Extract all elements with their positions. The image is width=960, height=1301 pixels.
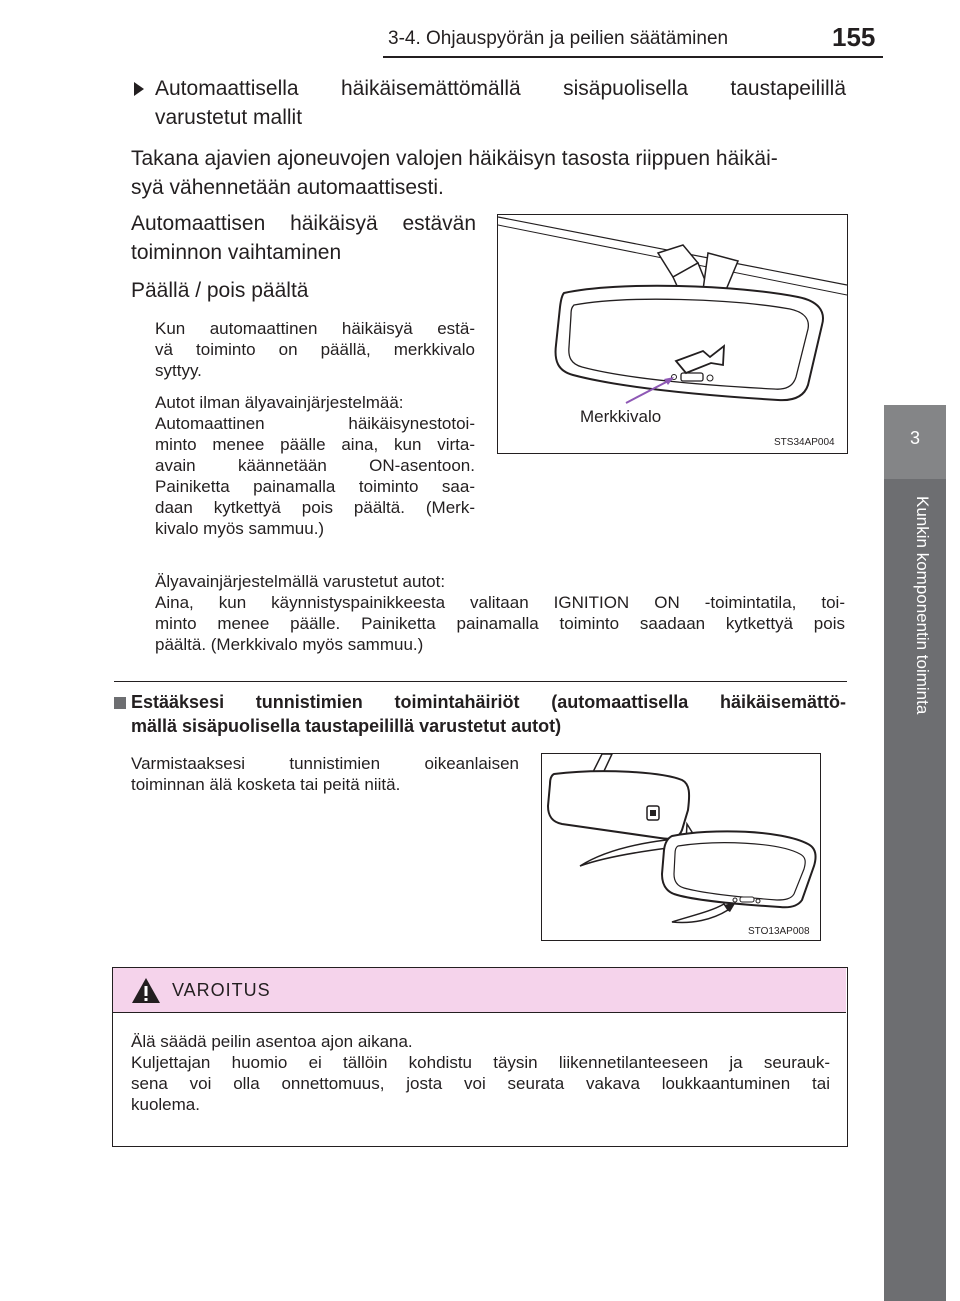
page-number: 155 (832, 22, 876, 52)
warning-title: VAROITUS (172, 980, 271, 1000)
note-line: Kun automaattinen häikäisyä estä- (155, 319, 475, 338)
chapter-title: Kunkin komponentin toiminta (913, 496, 932, 715)
sensor-illustration (542, 754, 820, 940)
warning-line: sena voi olla onnettomuus, josta voi seurata vakava loukkaantuminen tai (131, 1074, 830, 1093)
sensor-figure (541, 753, 821, 941)
on-off-label: Päällä / pois päältä (131, 279, 309, 302)
bullet-triangle-icon (134, 82, 144, 96)
note-line: Automaattinen häikäisynestotoi- (155, 414, 475, 433)
note-line: syttyy. (155, 361, 202, 380)
subheading-line2: toiminnon vaihtaminen (131, 241, 342, 264)
note-no-smart-key (155, 392, 475, 539)
warning-line: Älä säädä peilin asentoa ajon aikana. (131, 1032, 413, 1051)
indicator-callout-label: Merkkivalo (580, 407, 662, 426)
note-line: avain käännetään ON-asentoon. (155, 456, 475, 475)
note-line: kivalo myös sammuu.) (155, 519, 325, 538)
mirror-indicator-figure (497, 214, 848, 454)
section1-heading-line2: varustetut mallit (155, 106, 303, 129)
section-divider (114, 681, 847, 682)
note-line: minto menee päälle. Painiketta painamalla toiminto saadaan kytkettyä pois (155, 614, 845, 633)
chapter-number: 3 (909, 428, 920, 448)
section2-heading-line1: Estääksesi tunnistimien toimintahäiriöt (automaattisella häikäisemättö- (131, 692, 846, 712)
note-line: päältä. (Merkkivalo myös sammuu.) (155, 635, 424, 654)
note-line: Autot ilman älyavainjärjestelmää: (155, 393, 404, 412)
note-line: Painiketta painamalla toiminto saa- (155, 477, 475, 496)
warning-header (113, 968, 846, 1013)
section1-heading-line1: Automaattisella häikäisemättömällä sisäpuolisella taustapeilillä (155, 77, 846, 100)
mirror-illustration (498, 215, 847, 453)
note-line: minto menee päälle aina, kun virta- (155, 435, 475, 454)
note-line: Aina, kun käynnistyspainikkeesta valitaan IGNITION ON -toimintatila, toi- (155, 593, 845, 612)
figure-code: STS34AP004 (774, 437, 835, 448)
warning-line: kuolema. (131, 1095, 200, 1114)
section1-intro-line2: syä vähennetään automaattisesti. (131, 176, 444, 199)
header-rule (383, 56, 883, 58)
note-indicator (155, 318, 475, 381)
note-line: vä toiminto on päällä, merkkivalo (155, 340, 475, 359)
note-smart-key (155, 571, 845, 655)
warning-triangle-icon (131, 977, 161, 1004)
square-bullet-icon (114, 697, 126, 709)
note-line: Älyavainjärjestelmällä varustetut autot: (155, 572, 446, 591)
section2-heading-line2: mällä sisäpuolisella taustapeilillä varustetut autot) (131, 716, 562, 736)
section2-body (131, 753, 519, 795)
section1-intro-line1: Takana ajavien ajoneuvojen valojen häikäisyn tasosta riippuen häikäi- (131, 147, 778, 170)
warning-body (131, 1031, 830, 1115)
section-header: 3-4. Ohjauspyörän ja peilien säätäminen (388, 28, 729, 49)
warning-line: Kuljettajan huomio ei tällöin kohdistu täysin liikennetilanteeseen ja seurauk- (131, 1053, 830, 1072)
body-line: toiminnan älä kosketa tai peitä niitä. (131, 775, 401, 794)
body-line: Varmistaaksesi tunnistimien oikeanlaisen (131, 754, 519, 773)
figure-code: STO13AP008 (748, 926, 810, 937)
note-line: daan kytkettyä pois päältä. (Merk- (155, 498, 475, 517)
subheading-line1: Automaattisen häikäisyä estävän (131, 212, 476, 235)
